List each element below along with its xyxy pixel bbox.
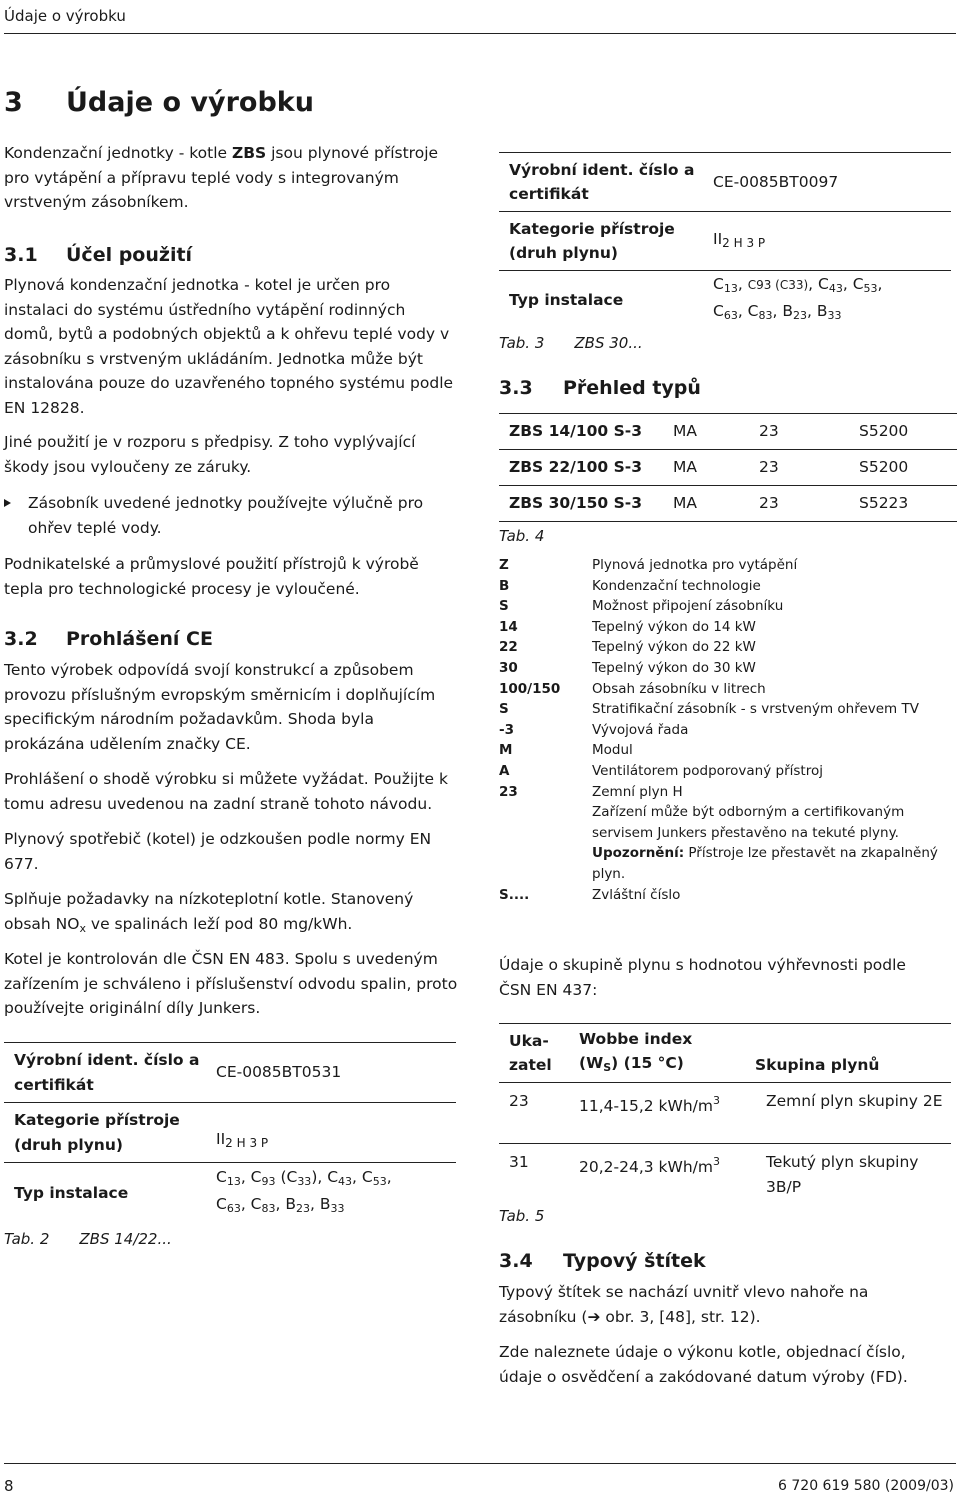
bullet-text: Zásobník uvedené jednotky používejte výlučně pro ohřev teplé vody. <box>28 494 424 537</box>
abbr-note-1: Zařízení může být odborným a certifikovaným servisem Junkers přestavěno na tekuté plyny. <box>592 804 905 841</box>
section-3-1-number: 3.1 <box>4 244 38 266</box>
table-4 <box>499 413 957 549</box>
section-3-3-title: Přehled typů <box>563 377 701 399</box>
table-3-row-3 <box>499 271 951 329</box>
abbr-row <box>499 740 957 761</box>
table-2-label-category: Kategorie přístroje (druh plynu) <box>14 1111 180 1154</box>
abbr-note-2: Upozornění: Přístroje lze přestavět na zkapalněný plyn. <box>592 845 938 882</box>
table-3-value-id: CE-0085BT0097 <box>713 172 839 191</box>
abbr-value: Plynová jednotka pro vytápění <box>592 557 798 573</box>
table-5-header-group: Skupina plynů <box>755 1055 880 1074</box>
table-5-header-wobbe: Wobbe index $(W_S)$ (15 °C) <box>579 1029 693 1074</box>
intro-bold: ZBS <box>231 144 267 162</box>
abbr-key: S <box>499 598 509 615</box>
abbr-row <box>499 555 957 576</box>
intro-paragraph <box>4 141 459 215</box>
abbr-row <box>499 761 957 782</box>
abbr-key: S <box>499 701 509 718</box>
table-2-row-2 <box>4 1103 456 1162</box>
abbr-key: 23 <box>499 783 518 800</box>
table-5-header <box>499 1024 951 1082</box>
table-4-cell: S5223 <box>859 494 909 513</box>
abbr-key: 100/150 <box>499 680 561 697</box>
abbr-key: A <box>499 762 510 779</box>
nox-text-b: ve spalinách leží pod 80 mg/kWh. <box>85 914 353 933</box>
abbr-value: Vývojová řada <box>592 721 689 738</box>
table-3-label-category: Kategorie přístroje (druh plynu) <box>509 219 675 262</box>
table-5-row-2-wobbe: 20,2-24,3 kWh/$m^3$ <box>579 1155 720 1176</box>
table-4-cell: MA <box>673 458 697 477</box>
gas-group-intro: Údaje o skupině plynu s hodnotou výhřevnosti podle ČSN EN 437: <box>499 956 906 999</box>
section-3-2-heading <box>4 626 213 652</box>
table-5 <box>499 1023 951 1229</box>
abbr-row <box>499 596 957 617</box>
intro-text-a: Kondenzační jednotky - kotle <box>4 144 232 162</box>
section-3-2-title: Prohlášení CE <box>66 628 213 650</box>
nox-subscript: x <box>79 921 86 935</box>
abbr-row <box>499 782 957 803</box>
table-3 <box>499 152 951 356</box>
table-3-value-category: $II_{2 H 3 P}$ <box>713 229 766 250</box>
table-2-value-category: $II_{2 H 3 P}$ <box>216 1130 269 1151</box>
section-3-1-paragraph-2: Jiné použití je v rozporu s předpisy. Z toho vyplývající škody jsou vyloučeny ze záruky. <box>4 433 416 476</box>
abbr-row <box>499 699 957 720</box>
section-3-1-paragraph-1: Plynová kondenzační jednotka - kotel je určen pro instalaci do systému ústředního vytápění rodinných domů, bytů a podobných objektů a k ohřevu teplé vody v zásobníku s vrstveným ukládáním. Jednotka může být instalována pouze do uzavřeného topného systému podle EN 12828. <box>4 276 454 417</box>
table-4-cell: 23 <box>759 422 779 441</box>
table-2-value-id: CE-0085BT0531 <box>216 1063 342 1082</box>
table-2-label-id: Výrobní ident. číslo a certifikát <box>14 1051 200 1094</box>
section-3-2-paragraph-2: Prohlášení o shodě výrobku si můžete vyžádat. Použijte k tomu adresu uvedenou na zadní straně tohoto návodu. <box>4 770 448 813</box>
section-3-2-paragraph-3: Plynový spotřebič (kotel) je odzkoušen podle normy EN 677. <box>4 830 432 873</box>
table-2 <box>4 1042 456 1252</box>
section-3-1-paragraph-3: Podnikatelské a průmyslové použití přístrojů k výrobě tepla pro technologické procesy je vyloučené. <box>4 555 419 598</box>
abbr-row <box>499 617 957 638</box>
abbr-value: Modul <box>592 742 633 759</box>
abbr-value: Tepelný výkon do 14 kW <box>592 618 756 635</box>
chapter-number: 3 <box>4 87 23 118</box>
abbr-value: Tepelný výkon do 22 kW <box>592 639 756 656</box>
install-line-2: $C_{63}$, $C_{83}$, $B_{23}$, $B_{33}$ <box>216 1195 345 1215</box>
abbr-key: Z <box>499 557 509 573</box>
chapter-heading <box>4 86 314 120</box>
section-3-4-title: Typový štítek <box>563 1250 706 1272</box>
section-3-4-paragraph-1: Typový štítek se nachází uvnitř vlevo nahoře na zásobníku (➔ obr. 3, [48], str. 12). <box>499 1283 869 1326</box>
table-2-row-3 <box>4 1163 456 1223</box>
table-4-row <box>499 414 957 449</box>
abbr-key: 30 <box>499 659 518 676</box>
abbr-key: M <box>499 742 513 759</box>
section-3-2-paragraph-5: Kotel je kontrolován dle ČSN EN 483. Spolu s uvedeným zařízením je schváleno i příslušenství odvodu spalin, proto používejte originální díly Junkers. <box>4 950 458 1017</box>
abbr-value: Tepelný výkon do 30 kW <box>592 659 756 676</box>
abbr-row <box>499 679 957 700</box>
table-4-cell: 23 <box>759 458 779 477</box>
table-4-caption: Tab. 4 <box>499 527 545 545</box>
bullet-arrow-icon <box>4 491 28 540</box>
abbr-value: Zemní plyn H <box>592 783 683 800</box>
table-4-cell: ZBS 30/150 S-3 <box>509 494 642 513</box>
table-4-row <box>499 450 957 485</box>
abbr-key: 22 <box>499 639 518 656</box>
table-2-row-1 <box>4 1043 456 1102</box>
table-5-header-ukazatel: Uka- zatel <box>509 1032 552 1074</box>
abbr-value: Možnost připojení zásobníku <box>592 598 784 615</box>
table-3-label-install: Typ instalace <box>509 290 624 309</box>
abbr-value: Stratifikační zásobník - s vrstveným ohřevem TV <box>592 701 919 718</box>
header-rule <box>4 33 956 34</box>
section-3-3-heading <box>499 375 701 401</box>
section-3-4-heading <box>499 1248 706 1274</box>
table-4-cell: S5200 <box>859 458 909 477</box>
abbr-value: Ventilátorem podporovaný přístroj <box>592 762 823 779</box>
section-3-4-paragraph-2: Zde naleznete údaje o výkonu kotle, objednací číslo, údaje o osvědčení a zakódované datum výroby (FD). <box>499 1343 908 1386</box>
table-2-value-install <box>216 1166 456 1220</box>
table-5-caption: Tab. 5 <box>499 1207 545 1225</box>
abbr-key: 14 <box>499 618 518 635</box>
table-5-row-1: 23 11,4-15,2 kWh/$m^3$ Zemní plyn skupiny 2E <box>499 1083 951 1143</box>
table-4-cell: ZBS 22/100 S-3 <box>509 458 642 477</box>
abbr-key: -3 <box>499 721 514 738</box>
table-4-cell: ZBS 14/100 S-3 <box>509 422 642 441</box>
abbr-key: B <box>499 577 510 594</box>
table-4-cell: 23 <box>759 494 779 513</box>
abbreviation-list <box>499 555 957 905</box>
nox-text-a: Splňuje požadavky na nízkoteplotní kotle. Stanovený obsah NO <box>4 890 414 933</box>
abbr-row <box>499 576 957 597</box>
install-line-1: $C_{13}$, $C_{93}$ $(C_{33})$, $C_{43}$, $C_{53}$, <box>216 1168 392 1188</box>
page-number: 8 <box>4 1477 14 1495</box>
running-head: Údaje o výrobku <box>4 7 126 25</box>
table-3-value-install: $C_{13}$, C93 (C33), $C_{43}$, $C_{53}$, $C_{63}$, $C_{83}$, $B_{23}$, $B_{33}$ <box>713 275 883 322</box>
section-3-2-number: 3.2 <box>4 628 38 650</box>
table-3-row-1 <box>499 153 951 211</box>
intro-text-b: jsou plynové přístroje pro vytápění a přípravu teplé vody s integrovaným vrstveným zásobníkem. <box>4 144 439 211</box>
abbr-value: Obsah zásobníku v litrech <box>592 680 766 697</box>
table-4-cell: S5200 <box>859 422 909 441</box>
section-3-1-title: Účel použití <box>66 244 193 266</box>
table-3-row-2 <box>499 212 951 270</box>
table-5-row-2: 31 20,2-24,3 kWh/$m^3$ Tekutý plyn skupiny 3B/P <box>499 1144 951 1204</box>
table-2-label-install: Typ instalace <box>14 1183 129 1202</box>
table-4-row <box>499 486 957 521</box>
abbr-row <box>499 720 957 741</box>
section-3-1-heading <box>4 242 192 268</box>
document-code: 6 720 619 580 (2009/03) <box>778 1478 954 1494</box>
abbr-key-special: S.... <box>499 886 530 903</box>
table-3-label-id: Výrobní ident. číslo a certifikát <box>509 160 695 203</box>
abbr-val-special: Zvláštní číslo <box>592 886 681 903</box>
section-3-2-paragraph-1: Tento výrobek odpovídá svojí konstrukcí a způsobem provozu příslušným evropským směrnicím i doplňujícím specifickým národním požadavkům. Shoda byla prokázána udělením značky CE. <box>4 661 436 753</box>
footer-rule <box>4 1463 956 1464</box>
table-4-cell: MA <box>673 422 697 441</box>
chapter-title: Údaje o výrobku <box>66 87 314 118</box>
section-3-2-paragraph-4 <box>4 887 459 941</box>
abbr-row <box>499 658 957 679</box>
table-2-caption: Tab. 2 ZBS 14/22... <box>4 1230 172 1248</box>
table-5-row-1-wobbe: 11,4-15,2 kWh/$m^3$ <box>579 1094 720 1115</box>
abbr-value: Kondenzační technologie <box>592 577 761 594</box>
table-3-caption: Tab. 3 ZBS 30... <box>499 334 643 352</box>
section-3-3-number: 3.3 <box>499 377 533 399</box>
abbr-row <box>499 637 957 658</box>
table-4-cell: MA <box>673 494 697 513</box>
section-3-4-number: 3.4 <box>499 1250 533 1272</box>
section-3-1-bullet <box>4 491 459 540</box>
